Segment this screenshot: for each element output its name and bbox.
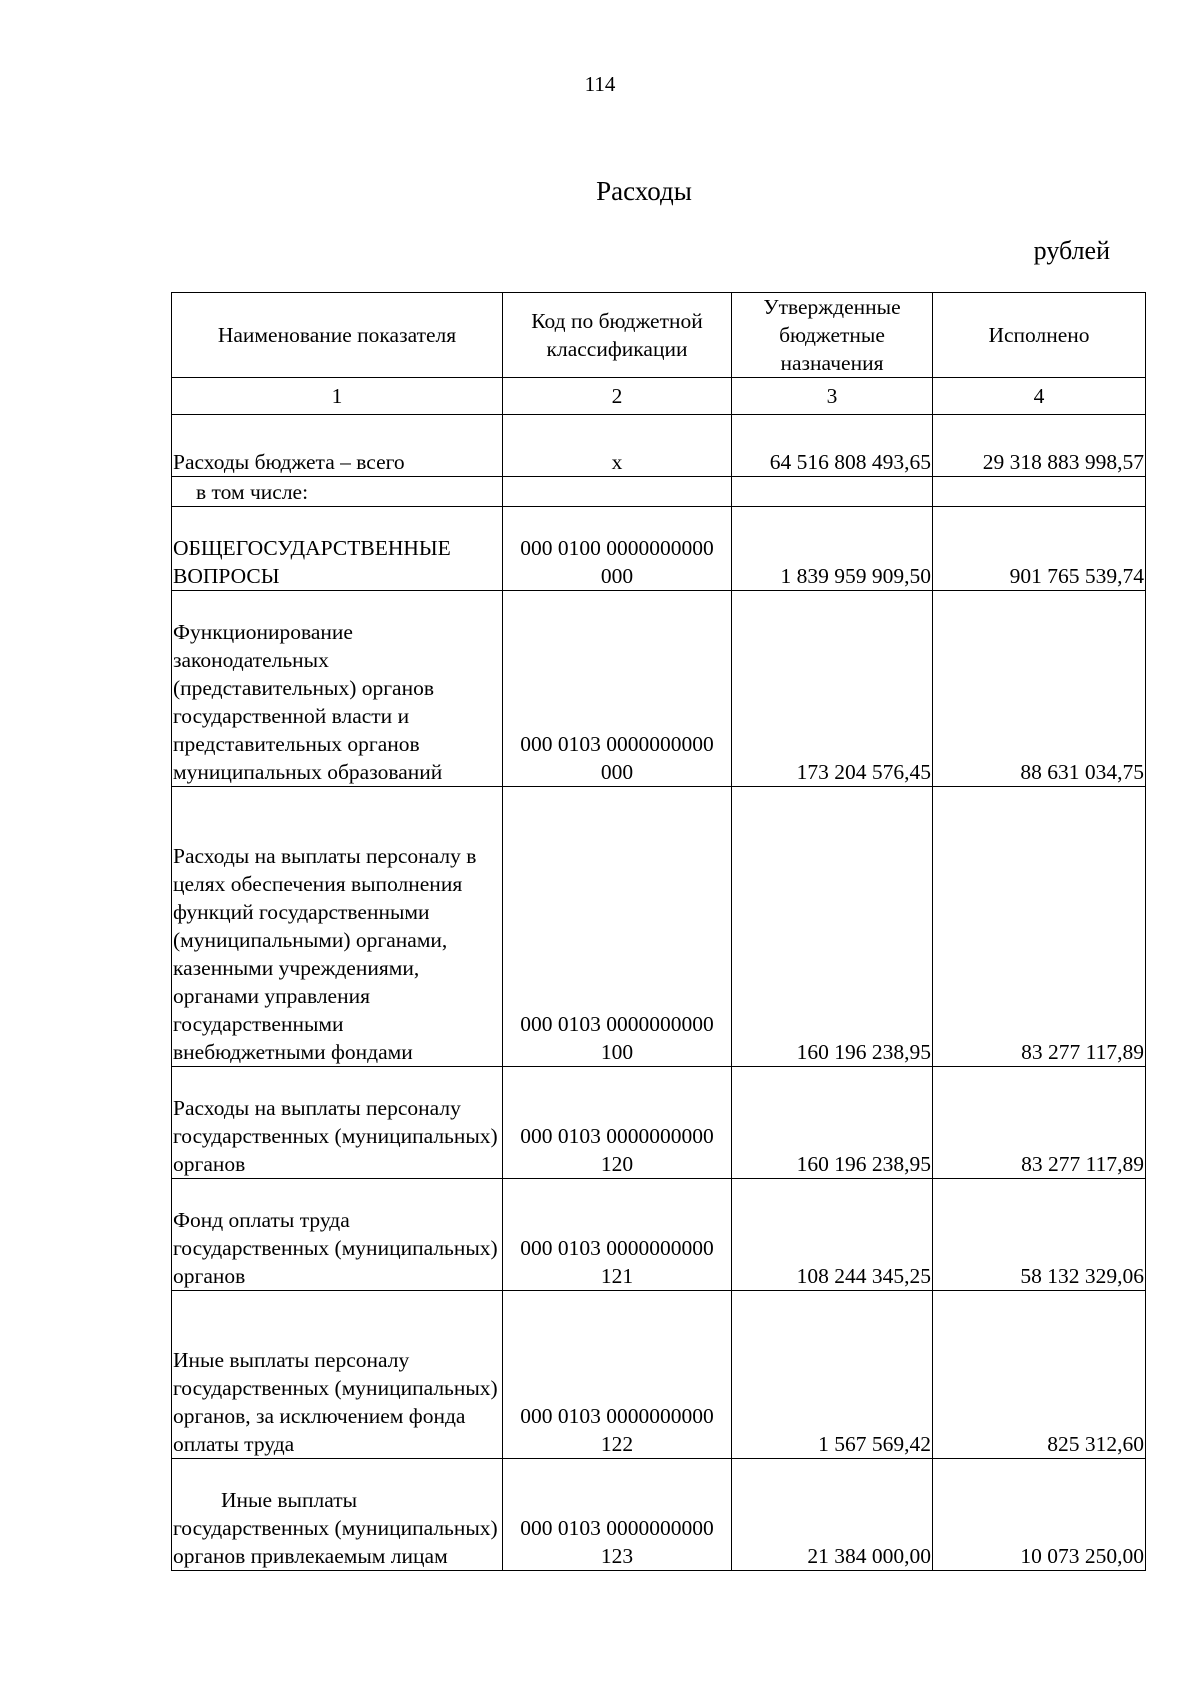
- row-approved: [732, 477, 933, 507]
- row-code: x: [503, 415, 732, 477]
- table-row: [172, 1179, 1146, 1291]
- table-row: [172, 1291, 1146, 1459]
- column-number-row: [172, 378, 1146, 415]
- table-header-row: [172, 293, 1146, 378]
- row-executed: 58 132 329,06: [933, 1179, 1146, 1291]
- row-approved: 160 196 238,95: [732, 1067, 933, 1179]
- column-number: 1: [172, 378, 503, 415]
- table-row: [172, 591, 1146, 787]
- row-code: 000 0103 0000000000 000: [503, 591, 732, 787]
- table-row: [172, 1067, 1146, 1179]
- row-name: в том числе:: [172, 477, 503, 507]
- row-executed: 83 277 117,89: [933, 787, 1146, 1067]
- row-code: 000 0100 0000000000 000: [503, 507, 732, 591]
- row-approved: 160 196 238,95: [732, 787, 933, 1067]
- row-executed: 901 765 539,74: [933, 507, 1146, 591]
- row-name: ОБЩЕГОСУДАРСТВЕННЫЕ ВОПРОСЫ: [172, 507, 503, 591]
- table-row: [172, 507, 1146, 591]
- table-row: [172, 787, 1146, 1067]
- row-approved: 1 567 569,42: [732, 1291, 933, 1459]
- header-approved: Утвержденные бюджетные назначения: [732, 293, 933, 378]
- row-executed: 83 277 117,89: [933, 1067, 1146, 1179]
- row-approved: 108 244 345,25: [732, 1179, 933, 1291]
- row-name: Расходы на выплаты персоналу государственных (муниципальных) органов: [172, 1067, 503, 1179]
- row-name: Иные выплаты персоналу государственных (муниципальных) органов, за исключением фонда оплаты труда: [172, 1291, 503, 1459]
- row-executed: 88 631 034,75: [933, 591, 1146, 787]
- row-approved: 21 384 000,00: [732, 1459, 933, 1571]
- row-executed: [933, 477, 1146, 507]
- row-name: Фонд оплаты труда государственных (муниципальных) органов: [172, 1179, 503, 1291]
- row-code: 000 0103 0000000000 122: [503, 1291, 732, 1459]
- document-title: Расходы: [596, 176, 692, 206]
- table-row: [172, 415, 1146, 477]
- table-row: [172, 1459, 1146, 1571]
- units-label: рублей: [1033, 236, 1110, 265]
- row-approved: 1 839 959 909,50: [732, 507, 933, 591]
- row-name: Функционирование законодательных (представительных) органов государственной власти и представительных органов муниципальных образований: [172, 591, 503, 787]
- row-approved: 173 204 576,45: [732, 591, 933, 787]
- expenses-table: [171, 292, 1146, 1571]
- row-code: 000 0103 0000000000 100: [503, 787, 732, 1067]
- row-code: 000 0103 0000000000 121: [503, 1179, 732, 1291]
- column-number: 4: [933, 378, 1146, 415]
- row-name: Расходы бюджета – всего: [172, 415, 503, 477]
- page-number: 114: [584, 72, 616, 96]
- row-name: Расходы на выплаты персоналу в целях обеспечения выполнения функций государственными (муниципальными) органами, казенными учреждениями, органами управления государственными внебюджетными фондами: [172, 787, 503, 1067]
- header-executed: Исполнено: [933, 293, 1146, 378]
- row-executed: 10 073 250,00: [933, 1459, 1146, 1571]
- row-executed: 29 318 883 998,57: [933, 415, 1146, 477]
- header-budget-code: Код по бюджетной классификации: [503, 293, 732, 378]
- header-indicator-name: Наименование показателя: [172, 293, 503, 378]
- column-number: 2: [503, 378, 732, 415]
- row-code: 000 0103 0000000000 123: [503, 1459, 732, 1571]
- row-approved: 64 516 808 493,65: [732, 415, 933, 477]
- column-number: 3: [732, 378, 933, 415]
- table-row: [172, 477, 1146, 507]
- row-name: Иные выплаты государственных (муниципальных) органов привлекаемым лицам: [172, 1459, 503, 1571]
- row-code: [503, 477, 732, 507]
- row-code: 000 0103 0000000000 120: [503, 1067, 732, 1179]
- row-executed: 825 312,60: [933, 1291, 1146, 1459]
